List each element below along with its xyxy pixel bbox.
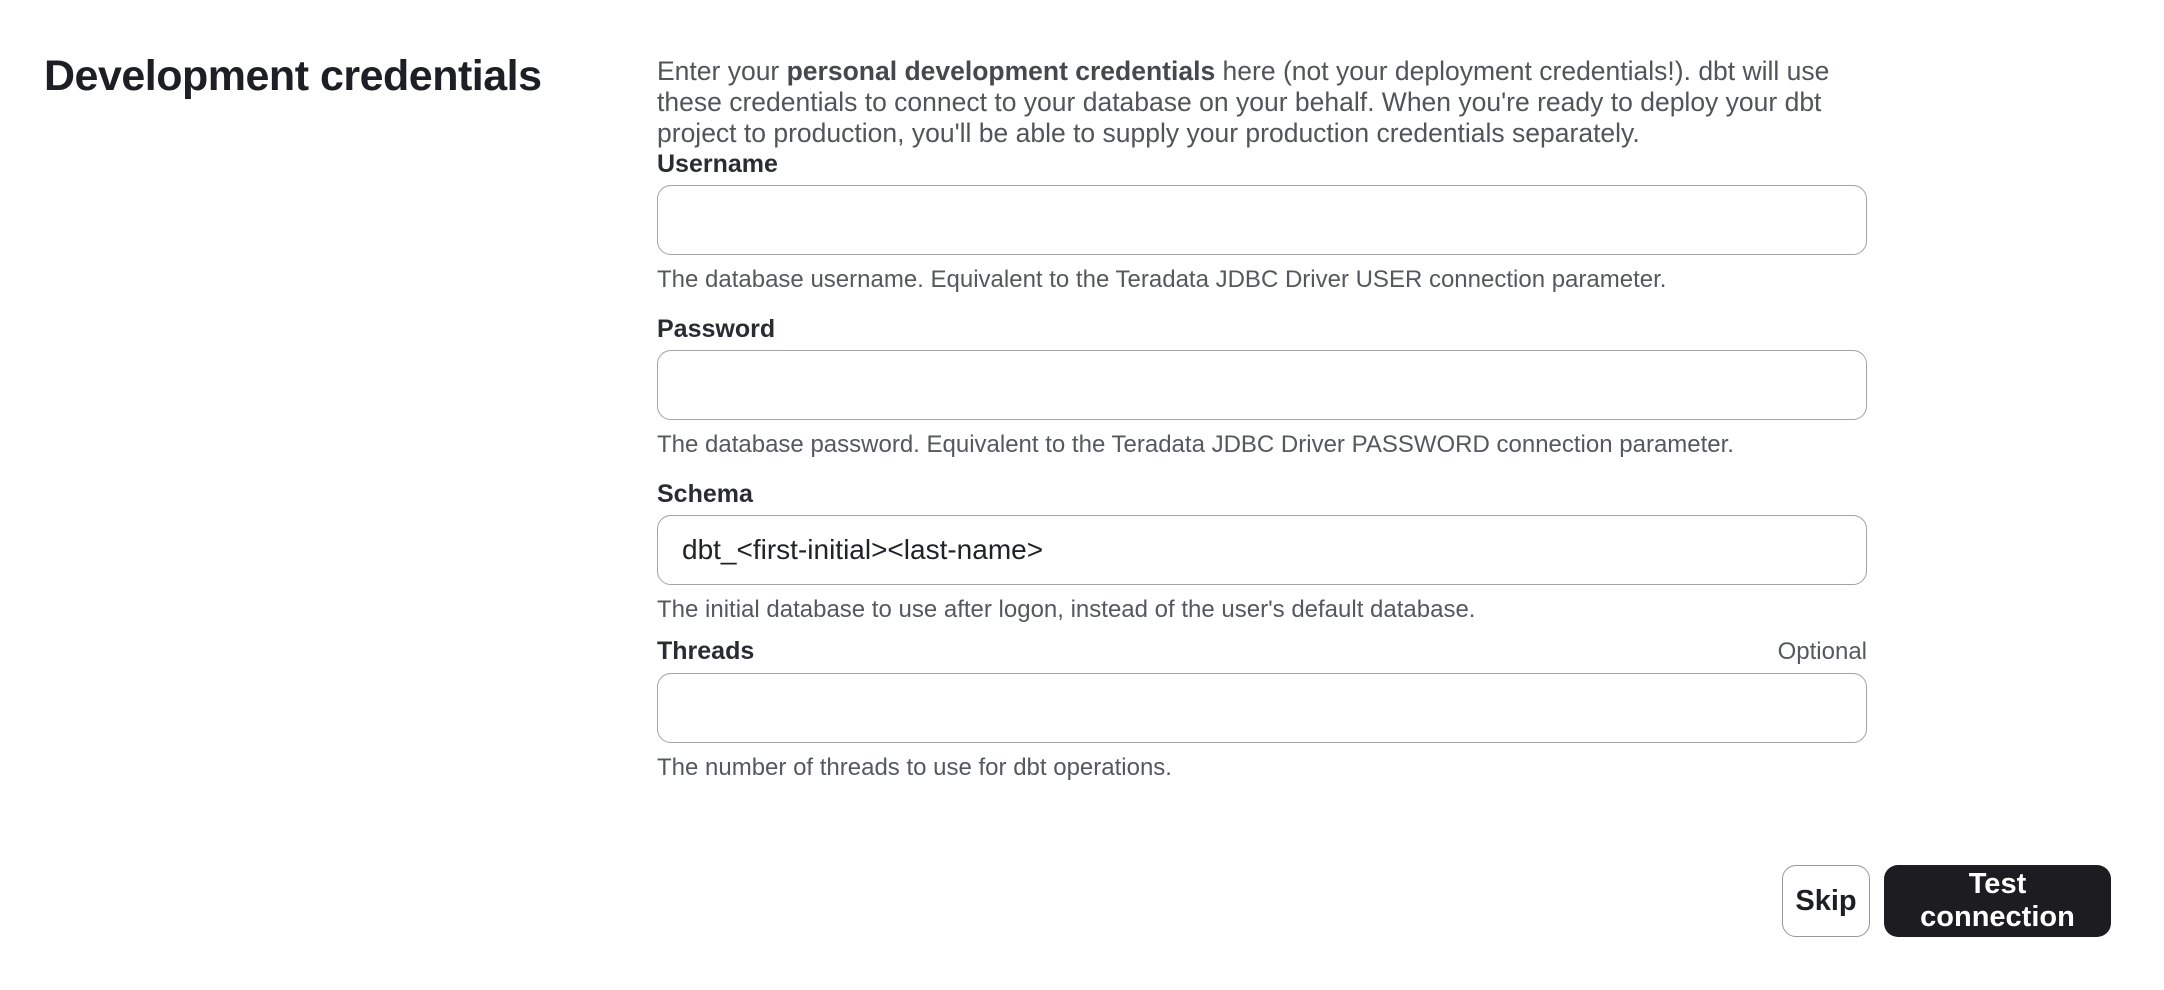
intro-text [657, 56, 1867, 149]
threads-optional-badge: Optional [1777, 638, 1867, 665]
skip-button[interactable]: Skip [1782, 865, 1870, 937]
threads-field-group [657, 637, 1867, 782]
intro-post: here (not your deployment credentials!). dbt will use these credentials to connect to your database on your behalf. When you're ready to deploy your dbt project to production, you'll be able to supply your production credentials separately. [657, 55, 1830, 148]
intro-pre: Enter your [657, 55, 787, 86]
threads-helper-text: The number of threads to use for dbt operations. [657, 754, 1172, 781]
page-title: Development credentials [44, 51, 542, 100]
password-label-row [657, 315, 1867, 343]
schema-field-group [657, 480, 1867, 624]
username-input[interactable] [657, 185, 1867, 255]
threads-label: Threads [657, 637, 755, 665]
password-helper-text: The database password. Equivalent to the Teradata JDBC Driver PASSWORD connection parameter. [657, 431, 1734, 458]
threads-input[interactable] [657, 673, 1867, 743]
intro-highlight: personal development credentials [786, 55, 1216, 86]
schema-label: Schema [657, 480, 753, 508]
username-helper-text: The database username. Equivalent to the Teradata JDBC Driver USER connection parameter. [657, 266, 1667, 293]
username-label-row [657, 150, 1867, 178]
username-label: Username [657, 150, 778, 178]
password-label: Password [657, 315, 776, 343]
threads-label-row [657, 637, 1867, 666]
schema-label-row [657, 480, 1867, 508]
password-input[interactable] [657, 350, 1867, 420]
schema-input[interactable] [657, 515, 1867, 585]
password-field-group [657, 315, 1867, 459]
test-connection-button[interactable]: Test connection [1884, 865, 2111, 937]
schema-helper-text: The initial database to use after logon, instead of the user's default database. [657, 596, 1476, 623]
username-field-group [657, 150, 1867, 294]
